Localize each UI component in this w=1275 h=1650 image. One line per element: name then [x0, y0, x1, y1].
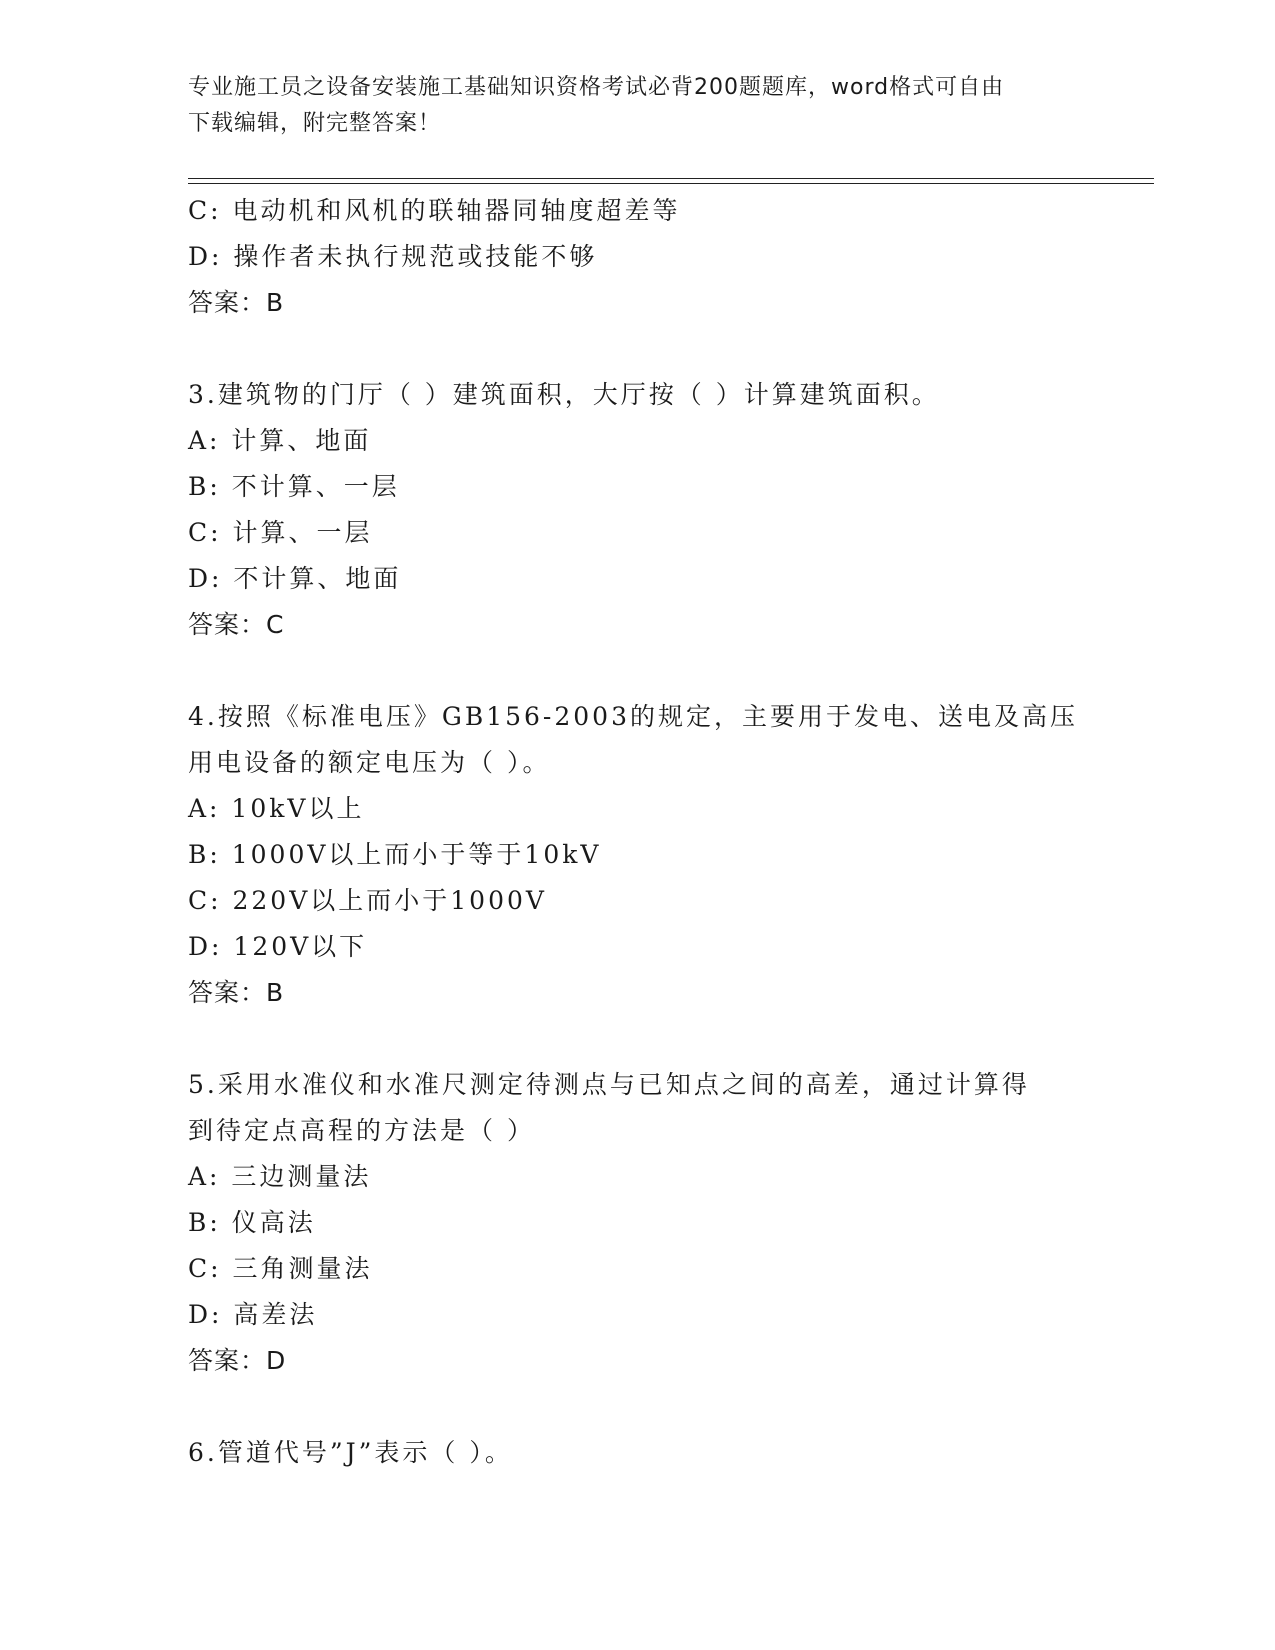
question-list	[188, 188, 1088, 1476]
answer-label: 答案：B	[188, 288, 285, 317]
option-d: D: 不计算、地面	[188, 564, 402, 593]
question-stem: 6.管道代号”J”表示（ ）。	[188, 1438, 513, 1467]
option-a: A: 计算、地面	[188, 426, 372, 455]
option-d: D: 高差法	[188, 1300, 318, 1329]
option-c: C: 三角测量法	[188, 1254, 373, 1283]
question-stem-line-2: 到待定点高程的方法是（ ）	[188, 1116, 535, 1145]
header-divider-bottom	[188, 183, 1154, 184]
question-5	[188, 1062, 1088, 1384]
spacer	[188, 1016, 1088, 1062]
answer-label: 答案：C	[188, 610, 285, 639]
answer-label: 答案：B	[188, 978, 285, 1007]
header-line-2: 下载编辑，附完整答案！	[188, 111, 442, 136]
question-6	[188, 1430, 1088, 1476]
document-header	[188, 70, 1068, 142]
header-divider-top	[188, 178, 1154, 179]
option-a: A: 三边测量法	[188, 1162, 372, 1191]
question-3	[188, 372, 1088, 648]
option-c: C: 220V以上而小于1000V	[188, 886, 547, 915]
spacer	[188, 326, 1088, 372]
option-c: C: 电动机和风机的联轴器同轴度超差等	[188, 196, 681, 225]
question-stem: 3.建筑物的门厅（ ）建筑面积，大厅按（ ）计算建筑面积。	[188, 380, 940, 409]
question-stem-line-1: 5.采用水准仪和水准尺测定待测点与已知点之间的高差，通过计算得	[188, 1070, 1030, 1099]
question-4	[188, 694, 1088, 1016]
option-b: B: 仪高法	[188, 1208, 316, 1237]
option-d: D: 操作者未执行规范或技能不够	[188, 242, 598, 271]
option-a: A: 10kV以上	[188, 794, 365, 823]
answer-label: 答案：D	[188, 1346, 287, 1375]
question-2-tail	[188, 188, 1088, 326]
option-b: B: 不计算、一层	[188, 472, 400, 501]
spacer	[188, 1384, 1088, 1430]
option-c: C: 计算、一层	[188, 518, 373, 547]
header-line-1: 专业施工员之设备安装施工基础知识资格考试必背200题题库，word格式可自由	[188, 75, 1005, 100]
question-stem-line-2: 用电设备的额定电压为（ ）。	[188, 748, 551, 777]
spacer	[188, 648, 1088, 694]
option-b: B: 1000V以上而小于等于10kV	[188, 840, 602, 869]
option-d: D: 120V以下	[188, 932, 368, 961]
question-stem-line-1: 4.按照《标准电压》GB156-2003的规定，主要用于发电、送电及高压	[188, 702, 1078, 731]
